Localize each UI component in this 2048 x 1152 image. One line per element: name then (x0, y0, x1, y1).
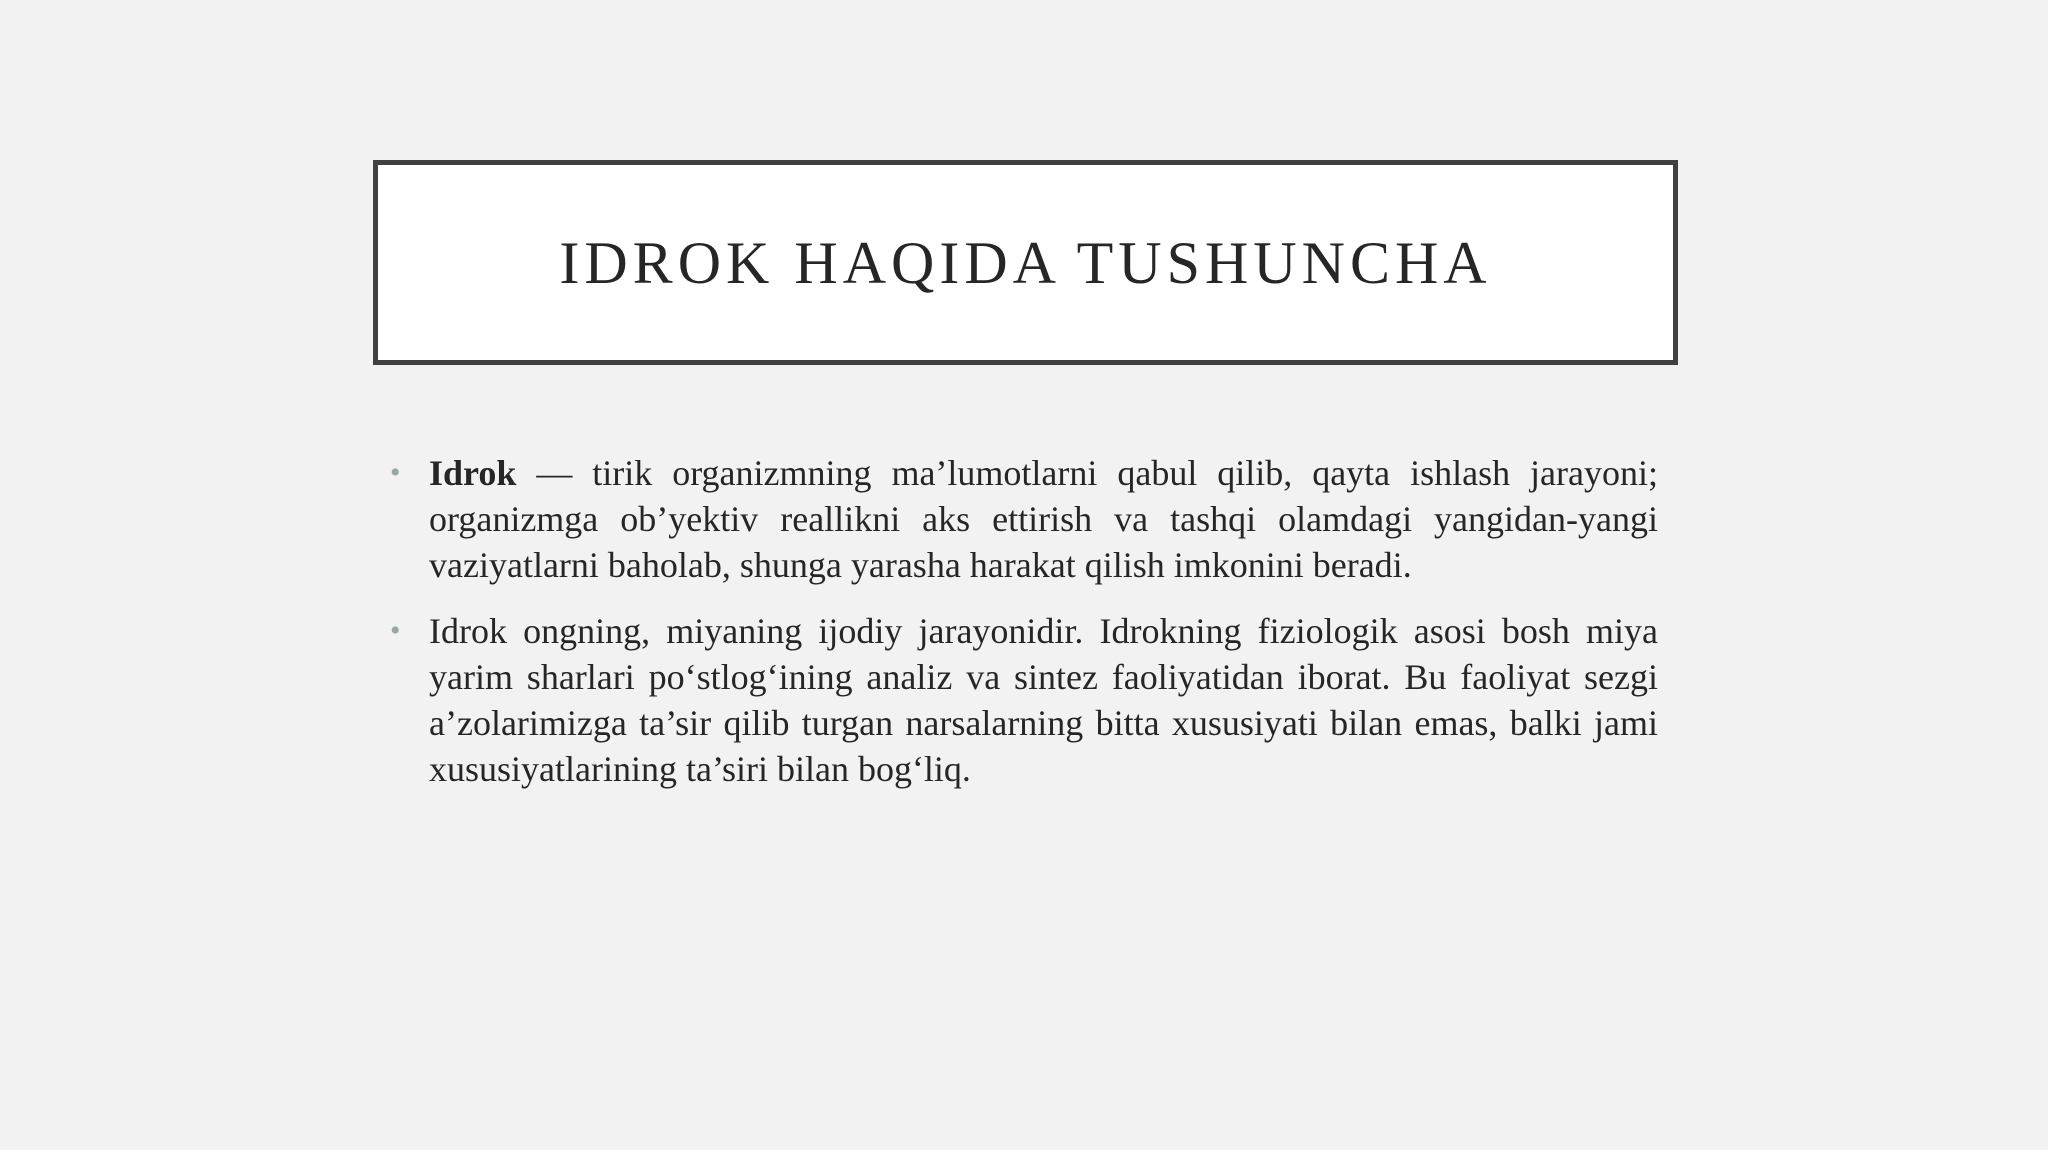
bullet-text (429, 450, 1658, 588)
bullet-bold-term: Idrok (429, 453, 517, 493)
bullet-text (429, 608, 1658, 792)
bullet-item (385, 608, 1658, 792)
title-box (373, 160, 1678, 365)
bullet-dot-icon: • (390, 456, 401, 489)
bullet-dot-icon: • (390, 614, 401, 647)
slide-title: IDROK HAQIDA TUSHUNCHA (559, 230, 1492, 296)
bullet-body: — tirik organizmning ma’lumotlarni qabul qilib, qayta ishlash jarayoni; organizmga ob’yektiv reallikni aks ettirish va tashqi olamdagi yangidan-yangi vaziyatlarni baholab, shunga yarasha harakat qilish imkonini beradi. (429, 453, 1658, 585)
bullet-item (385, 450, 1658, 588)
bullet-list (385, 450, 1658, 812)
bullet-body: Idrok ongning, miyaning ijodiy jarayonidir. Idrokning fiziologik asosi bosh miya yarim sharlari po‘stlog‘ining analiz va sintez faoliyatidan iborat. Bu faoliyat sezgi a’zolarimizga ta’sir qilib turgan narsalarning bitta xususiyati bilan emas, balki jami xususiyatlarining ta’siri bilan bog‘liq. (429, 611, 1658, 789)
